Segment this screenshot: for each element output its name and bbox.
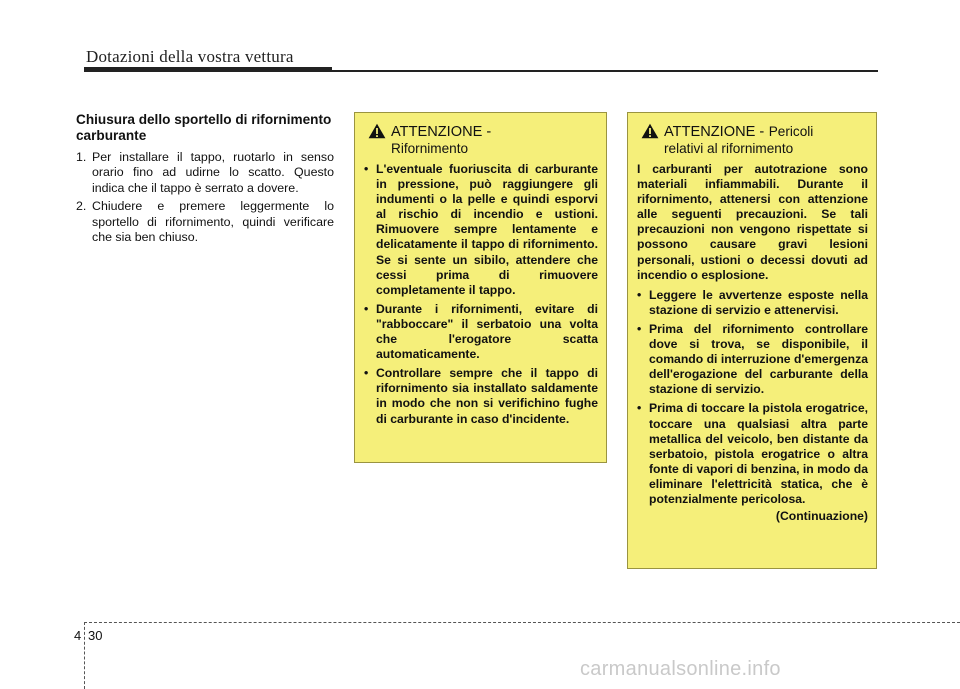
warning-item: [637, 288, 868, 318]
warning-intro: I carburanti per autotrazione sono materiali infiammabili. Durante il rifornimento, attenersi con attenzione alle seguenti precauzioni. Se tali precauzioni non vengono rispettate si possono causare gravi lesioni personali, ustioni o decessi dovuti ad incendio o esplosione.: [637, 162, 868, 282]
header-rule-thick: [84, 67, 332, 72]
warning-title: ATTENZIONE -: [391, 124, 492, 140]
warning-item: [637, 401, 868, 507]
section-title: Chiusura dello sportello di rifornimento carburante: [76, 112, 332, 143]
bullet: •: [364, 301, 369, 316]
watermark: carmanualsonline.info: [580, 658, 781, 680]
warning-triangle-icon: [368, 123, 386, 139]
footer-divider: [84, 622, 85, 689]
warning-title: ATTENZIONE -: [664, 124, 765, 140]
warning-list: [364, 162, 598, 427]
warning-heading: [364, 123, 598, 157]
step-item: [76, 150, 334, 196]
bullet: •: [637, 321, 642, 336]
warning-subtitle: relativi al rifornimento: [664, 141, 794, 156]
chapter-number: 4: [74, 628, 82, 643]
warning-item-text: Controllare sempre che il tappo di rifornimento sia installato saldamente in modo che non si verifichino fughe di carburante in caso d'incidente.: [376, 366, 598, 426]
left-column: [76, 112, 334, 248]
step-number: 1.: [76, 150, 87, 164]
warning-item-text: Durante i rifornimenti, evitare di "rabboccare" il serbatoio una volta che l'erogatore scatta automaticamente.: [376, 301, 598, 362]
warning-item: [637, 322, 868, 397]
warning-item-text: Prima di toccare la pistola erogatrice, toccare una qualsiasi altra parte metallica del veicolo, ben distante da serbatoio, pistola erogatrice o altra fonte di vapori di benzina, in modo da eliminare l'elettricità statica, che è potenzialmente pericolosa.: [649, 401, 868, 506]
warning-item: [364, 162, 598, 298]
header-rule-thin: [332, 70, 878, 72]
step-text: Chiudere e premere leggermente lo sportello di rifornimento, quindi verificare che sia ben chiuso.: [92, 199, 334, 245]
footer-rule: [84, 622, 960, 623]
bullet: •: [364, 366, 369, 381]
bullet: •: [364, 162, 369, 176]
steps-list: [76, 150, 334, 245]
warning-heading: [637, 123, 868, 157]
bullet: •: [637, 401, 642, 416]
page-header-title: Dotazioni della vostra vettura: [86, 47, 294, 66]
warning-item: [364, 366, 598, 426]
step-item: [76, 199, 334, 245]
warning-subtitle: Rifornimento: [391, 141, 469, 156]
page-number: 30: [88, 628, 103, 643]
warning-item-text: Prima del rifornimento controllare dove si trova, se disponibile, il comando di interruzione d'emergenza dell'erogazione del carburante della stazione di servizio.: [649, 321, 868, 397]
warning-box-refueling: [354, 112, 607, 463]
warning-item-text: L'eventuale fuoriuscita di carburante in pressione, può raggiungere gli indumenti o la pelle e quindi esporvi al rischio di incendio e ustioni. Rimuovere sempre lentamente e delicatamente il tappo di rifornimento. Se si sente un sibilo, attendere che cessi prima di rimuovere completamente il tappo.: [376, 162, 598, 297]
bullet: •: [637, 287, 642, 302]
continued-label: (Continuazione): [775, 509, 868, 524]
step-number: 2.: [76, 199, 87, 214]
warning-item: [364, 302, 598, 362]
warning-triangle-icon: [641, 123, 659, 139]
warning-item-text: Leggere le avvertenze esposte nella stazione di servizio e attenervisi.: [649, 287, 868, 317]
warning-title-inline: Pericoli: [768, 124, 814, 139]
step-text: Per installare il tappo, ruotarlo in senso orario fino ad udirne lo scatto. Questo indica che il tappo è serrato a dovere.: [92, 150, 334, 195]
warning-list: [637, 288, 868, 507]
warning-box-refueling-hazards: [627, 112, 877, 569]
